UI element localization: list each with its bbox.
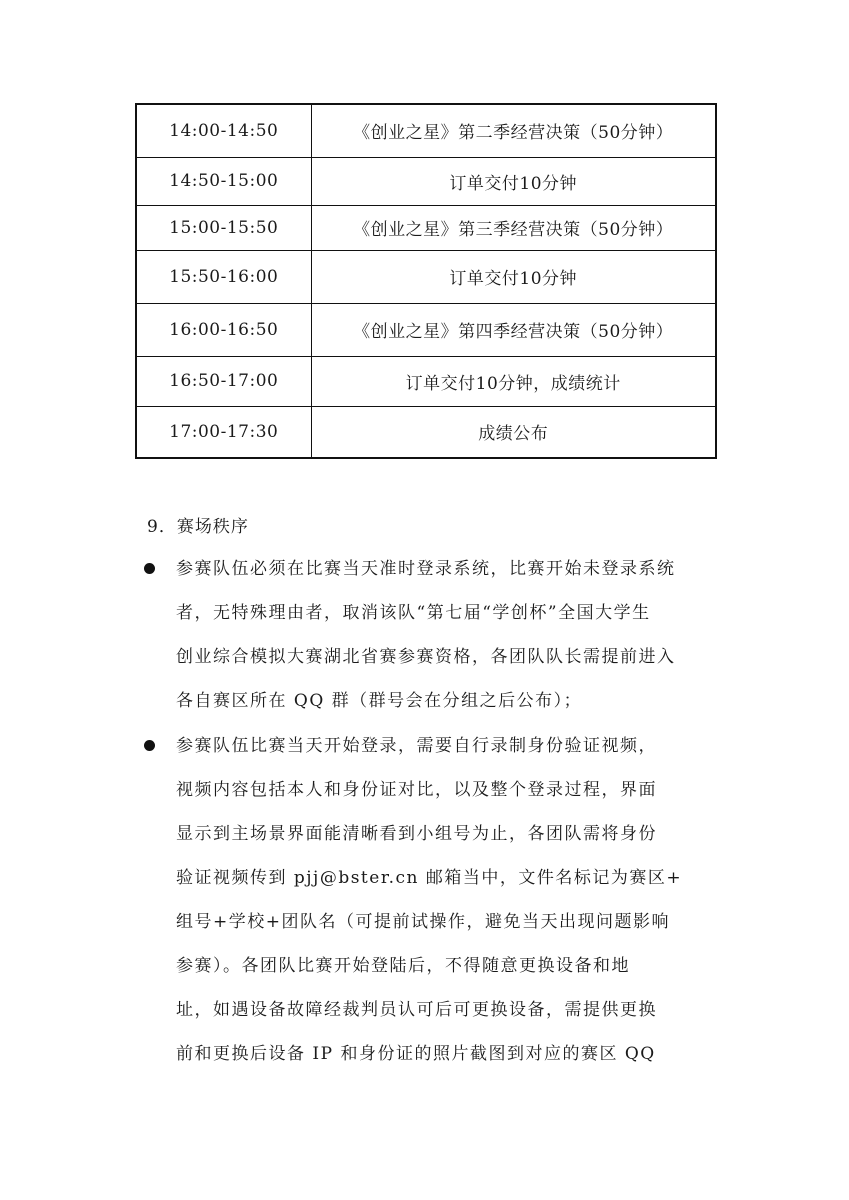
table-row: [136, 157, 716, 205]
paragraph-line: 各自赛区所在 QQ 群（群号会在分组之后公布）；: [176, 691, 583, 711]
time-cell: 16:00-16:50: [136, 303, 311, 356]
paragraph-line: 验证视频传到 pjj@bster.cn 邮箱当中，文件名标记为赛区+: [176, 868, 683, 888]
time-cell: 14:00-14:50: [136, 104, 311, 157]
paragraph-line: 组号+学校+团队名（可提前试操作，避免当天出现问题影响: [176, 912, 670, 932]
time-cell: 14:50-15:00: [136, 157, 311, 205]
activity-cell: 订单交付10分钟: [311, 250, 716, 303]
bullet-dot-icon: [144, 563, 155, 574]
activity-cell: 《创业之星》第三季经营决策（50分钟）: [311, 205, 716, 250]
paragraph-line: 参赛队伍比赛当天开始登录，需要自行录制身份验证视频，: [176, 736, 657, 756]
paragraph-line: 者，无特殊理由者，取消该队“第七届“学创杯”全国大学生: [176, 603, 651, 623]
time-cell: 16:50-17:00: [136, 356, 311, 406]
activity-cell: 成绩公布: [311, 406, 716, 458]
activity-cell: 《创业之星》第四季经营决策（50分钟）: [311, 303, 716, 356]
time-cell: 15:00-15:50: [136, 205, 311, 250]
section-heading: 9．赛场秩序: [147, 517, 249, 537]
table-row: [136, 250, 716, 303]
table-row: [136, 406, 716, 458]
time-cell: 15:50-16:00: [136, 250, 311, 303]
paragraph-line: 址，如遇设备故障经裁判员认可后可更换设备，需提供更换: [176, 1000, 657, 1020]
table-row: [136, 356, 716, 406]
schedule-table: [135, 103, 717, 459]
bullet-paragraph: [176, 724, 716, 1076]
activity-cell: 订单交付10分钟: [311, 157, 716, 205]
paragraph-line: 参赛队伍必须在比赛当天准时登录系统，比赛开始未登录系统: [176, 559, 676, 579]
activity-cell: 订单交付10分钟，成绩统计: [311, 356, 716, 406]
table-row: [136, 104, 716, 157]
time-cell: 17:00-17:30: [136, 406, 311, 458]
bullet-dot-icon: [144, 740, 155, 751]
activity-cell: 《创业之星》第二季经营决策（50分钟）: [311, 104, 716, 157]
bullet-paragraph: [176, 547, 716, 723]
paragraph-line: 前和更换后设备 IP 和身份证的照片截图到对应的赛区 QQ: [176, 1044, 656, 1064]
paragraph-line: 创业综合模拟大赛湖北省赛参赛资格，各团队队长需提前进入: [176, 647, 676, 667]
table-row: [136, 205, 716, 250]
paragraph-line: 参赛）。各团队比赛开始登陆后，不得随意更换设备和地: [176, 956, 630, 976]
paragraph-line: 视频内容包括本人和身份证对比，以及整个登录过程，界面: [176, 780, 657, 800]
table-row: [136, 303, 716, 356]
paragraph-line: 显示到主场景界面能清晰看到小组号为止，各团队需将身份: [176, 824, 657, 844]
